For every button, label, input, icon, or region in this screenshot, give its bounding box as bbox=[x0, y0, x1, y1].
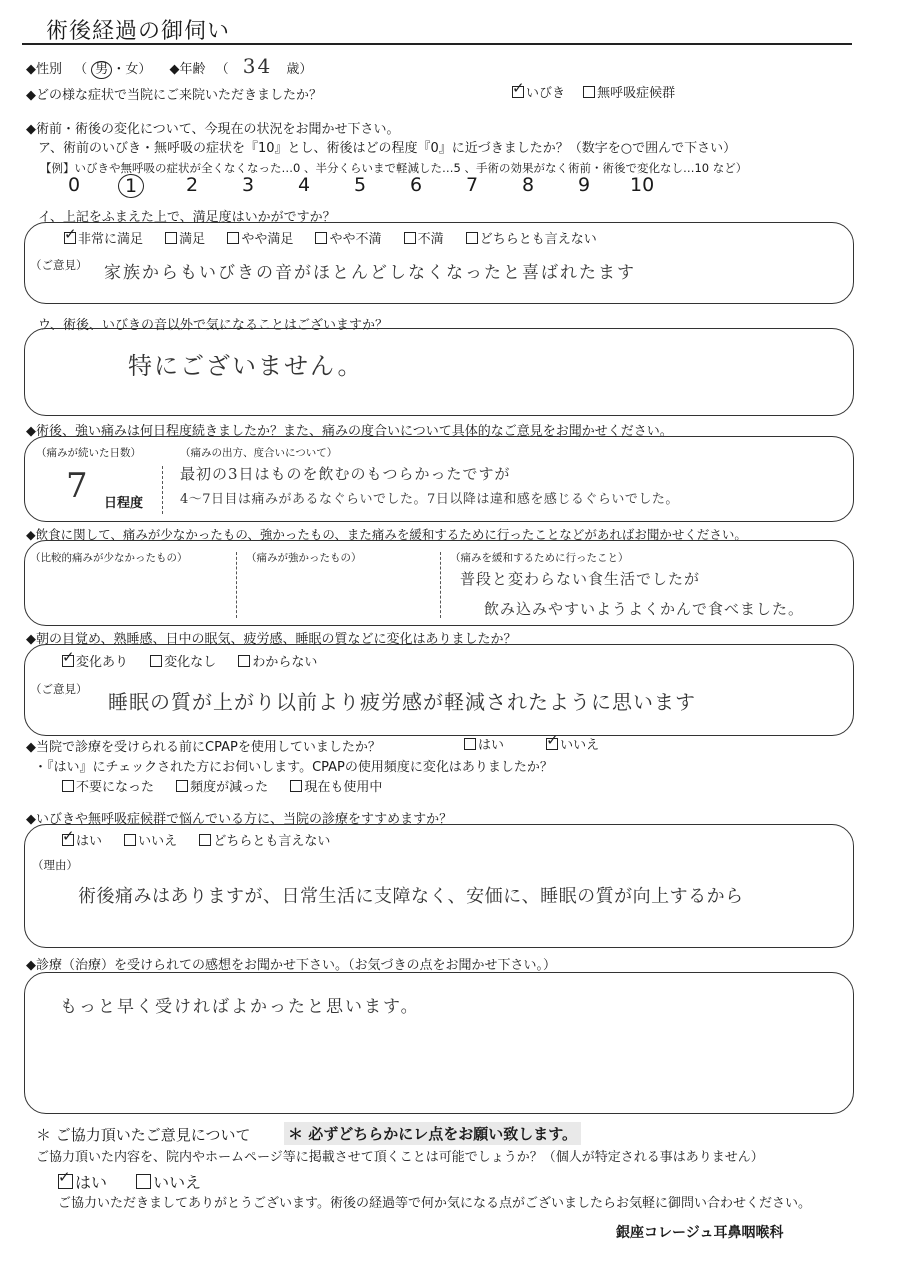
option-label: どちらとも言えない bbox=[479, 232, 597, 247]
gender-male-option[interactable]: 男 bbox=[91, 61, 112, 79]
option-label: いいえ bbox=[560, 738, 600, 753]
age-open: （ bbox=[215, 62, 229, 77]
option-label: 無呼吸症候群 bbox=[597, 86, 676, 101]
q2-scale bbox=[0, 174, 900, 204]
age-label: ◆年齢 bbox=[169, 62, 206, 77]
option-label: わからない bbox=[252, 655, 318, 670]
scale-6[interactable]: 6 bbox=[410, 174, 423, 196]
q2-text: ◆術前・術後の変化について、今現在の状況をお聞かせ下さい。 bbox=[26, 122, 400, 137]
q8-options bbox=[464, 738, 599, 754]
gender-label: ◆性別 bbox=[26, 62, 62, 77]
checkbox-cpap-no[interactable] bbox=[546, 738, 558, 750]
checkbox-snoring[interactable] bbox=[512, 86, 524, 98]
q1-options bbox=[512, 86, 675, 102]
q9-reason-label: （理由） bbox=[32, 858, 78, 872]
q3-opinion[interactable]: 家族からもいびきの音がほとんどしなくなったと喜ばれたます bbox=[104, 263, 636, 283]
gender-dot: ・ bbox=[112, 62, 126, 77]
checkbox-very-satisfied[interactable] bbox=[64, 232, 76, 244]
option-label: いびき bbox=[526, 86, 566, 101]
checkbox-cpap-yes[interactable] bbox=[464, 738, 476, 750]
scale-8[interactable]: 8 bbox=[522, 174, 535, 196]
option-label: はい bbox=[76, 834, 103, 849]
option-label: はい bbox=[478, 738, 505, 753]
q2-example: 【例】いびきや無呼吸の症状が全くなくなった…0 、半分くらいまで軽減した…5 、手術の効果がなく術前・術後で変化なし…10 など） bbox=[40, 161, 748, 175]
q5-text: ◆術後、強い痛みは何日程度続きましたか？また、痛みの度合いについて具体的なご意見をお聞かせください。 bbox=[26, 424, 673, 439]
q6-col3-line2[interactable]: 飲み込みやすいようよくかんで食べました。 bbox=[484, 600, 805, 618]
checkbox-publish-yes[interactable] bbox=[58, 1174, 73, 1189]
q6-col3-label: （痛みを緩和するために行ったこと） bbox=[450, 552, 629, 564]
gender-close: ） bbox=[138, 62, 152, 77]
q5-days-value[interactable]: 7 bbox=[66, 466, 90, 506]
scale-7[interactable]: 7 bbox=[466, 174, 479, 196]
checkbox-recommend-neither[interactable] bbox=[199, 834, 211, 846]
q5-detail-label: （痛みの出方、度合いについて） bbox=[180, 447, 338, 459]
checkbox-no-change[interactable] bbox=[150, 655, 162, 667]
q7-opinion[interactable]: 睡眠の質が上がり以前より疲労感が軽減されたように思います bbox=[108, 690, 696, 714]
checkbox-satisfied[interactable] bbox=[165, 232, 177, 244]
clinic-name: 銀座コレージュ耳鼻咽喉科 bbox=[616, 1225, 784, 1241]
checkbox-apnea[interactable] bbox=[583, 86, 595, 98]
option-label: やや満足 bbox=[241, 232, 294, 247]
checkbox-reduced[interactable] bbox=[176, 780, 188, 792]
q3-text: イ、上記をふまえた上で、満足度はいかがですか？ bbox=[38, 210, 336, 225]
option-label: 不満 bbox=[417, 232, 444, 247]
footer-thanks: ご協力いただきましてありがとうございます。術後の経過等で何か気になる点がございましたらお気軽に御問い合わせください。 bbox=[58, 1196, 811, 1211]
q1-text: ◆どの様な症状で当院にご来院いただきましたか？ bbox=[26, 88, 322, 103]
q9-options bbox=[62, 834, 330, 850]
footer-question: ご協力頂いた内容を、院内やホームページ等に掲載させて頂くことは可能でしょうか？（個人が特定される事はありません） bbox=[36, 1150, 764, 1165]
title-underline bbox=[22, 43, 852, 45]
option-label: やや不満 bbox=[329, 232, 382, 247]
checkbox-recommend-yes[interactable] bbox=[62, 834, 74, 846]
q4-answer[interactable]: 特にございません。 bbox=[128, 352, 364, 380]
q8-text: ◆当院で診療を受けられる前にCPAPを使用していましたか？ bbox=[26, 740, 381, 755]
checkbox-somewhat-dissatisfied[interactable] bbox=[315, 232, 327, 244]
scale-3[interactable]: 3 bbox=[242, 174, 255, 196]
footer-note1: ＊ ご協力頂いたご意見について bbox=[36, 1126, 251, 1144]
option-label: どちらとも言えない bbox=[213, 834, 331, 849]
q6-col3-line1[interactable]: 普段と変わらない食生活でしたが bbox=[460, 570, 701, 588]
q3-opinion-label: （ご意見） bbox=[30, 258, 88, 272]
q9-text: ◆いびきや無呼吸症候群で悩んでいる方に、当院の診療をすすめますか？ bbox=[26, 812, 453, 827]
scale-1-selected[interactable]: 1 bbox=[118, 174, 144, 198]
gender-open: （ bbox=[74, 62, 88, 77]
q7-opinion-label: （ご意見） bbox=[30, 682, 88, 696]
q5-detail-line2[interactable]: 4〜7日目は痛みがあるなぐらいでした。7日以降は違和感を感じるぐらいでした。 bbox=[180, 492, 679, 507]
q6-text: ◆飲食に関して、痛みが少なかったもの、強かったもの、また痛みを緩和するために行ったことなどがあればお聞かせください。 bbox=[26, 527, 747, 542]
option-label: 不要になった bbox=[76, 780, 155, 795]
scale-2[interactable]: 2 bbox=[186, 174, 199, 196]
scale-10[interactable]: 10 bbox=[630, 174, 655, 196]
option-label: 変化なし bbox=[164, 655, 217, 670]
gender-female-option[interactable]: 女 bbox=[125, 62, 139, 77]
checkbox-neither[interactable] bbox=[466, 232, 478, 244]
option-label: 現在も使用中 bbox=[304, 780, 383, 795]
checkbox-recommend-no[interactable] bbox=[124, 834, 136, 846]
checkbox-dissatisfied[interactable] bbox=[404, 232, 416, 244]
option-label: はい bbox=[75, 1173, 108, 1192]
q5-days-label: （痛みが続いた日数） bbox=[36, 447, 141, 459]
q10-text: ◆診療（治療）を受けられての感想をお聞かせ下さい。（お気づきの点をお聞かせ下さい。） bbox=[26, 958, 556, 973]
scale-9[interactable]: 9 bbox=[578, 174, 591, 196]
option-label: いいえ bbox=[138, 834, 178, 849]
q8-sub-options bbox=[62, 780, 382, 796]
page-title: 術後経過の御伺い bbox=[46, 19, 231, 44]
q10-answer[interactable]: もっと早く受ければよかったと思います。 bbox=[60, 997, 420, 1017]
q6-col1-label: （比較的痛みが少なかったもの） bbox=[30, 552, 188, 564]
q4-text: ウ、術後、いびきの音以外で気になることはございますか？ bbox=[38, 318, 388, 333]
checkbox-no-longer-needed[interactable] bbox=[62, 780, 74, 792]
q5-detail-line1[interactable]: 最初の3日はものを飲むのもつらかったですが bbox=[180, 465, 511, 483]
age-value[interactable]: 34 bbox=[242, 54, 273, 78]
option-label: 満足 bbox=[179, 232, 206, 247]
option-label: いいえ bbox=[153, 1173, 202, 1192]
checkbox-unknown[interactable] bbox=[238, 655, 250, 667]
gender-row bbox=[26, 54, 313, 79]
option-label: 変化あり bbox=[76, 655, 129, 670]
scale-5[interactable]: 5 bbox=[354, 174, 367, 196]
checkbox-somewhat-satisfied[interactable] bbox=[227, 232, 239, 244]
checkbox-publish-no[interactable] bbox=[136, 1174, 151, 1189]
footer-note2: ＊ 必ずどちらかにレ点をお願い致します。 bbox=[284, 1122, 581, 1145]
q3-options bbox=[64, 232, 597, 248]
scale-4[interactable]: 4 bbox=[298, 174, 311, 196]
q5-days-unit: 日程度 bbox=[104, 496, 144, 511]
option-label: 頻度が減った bbox=[190, 780, 269, 795]
checkbox-still-using[interactable] bbox=[290, 780, 302, 792]
q6-col2-label: （痛みが強かったもの） bbox=[246, 552, 362, 564]
q6-divider-1 bbox=[236, 552, 237, 618]
option-label: 非常に満足 bbox=[78, 232, 144, 247]
checkbox-changed[interactable] bbox=[62, 655, 74, 667]
q7-text: ◆朝の目覚め、熟睡感、日中の眠気、疲労感、睡眠の質などに変化はありましたか？ bbox=[26, 632, 517, 647]
q9-reason[interactable]: 術後痛みはありますが、日常生活に支障なく、安価に、睡眠の質が向上するから bbox=[78, 886, 744, 907]
q5-divider bbox=[162, 466, 163, 514]
q6-divider-2 bbox=[440, 552, 441, 618]
q2-sub: ア、術前のいびき・無呼吸の症状を『10』とし、術後はどの程度『0』に近づきましたか？（数字を○で囲んで下さい） bbox=[38, 141, 737, 156]
age-unit: 歳） bbox=[286, 62, 313, 77]
q8-sub: ・『はい』にチェックされた方にお伺いします。CPAPの使用頻度に変化はありましたか？ bbox=[34, 760, 553, 775]
scale-0[interactable]: 0 bbox=[68, 174, 81, 196]
footer-options bbox=[58, 1170, 201, 1193]
q7-options bbox=[62, 655, 317, 671]
